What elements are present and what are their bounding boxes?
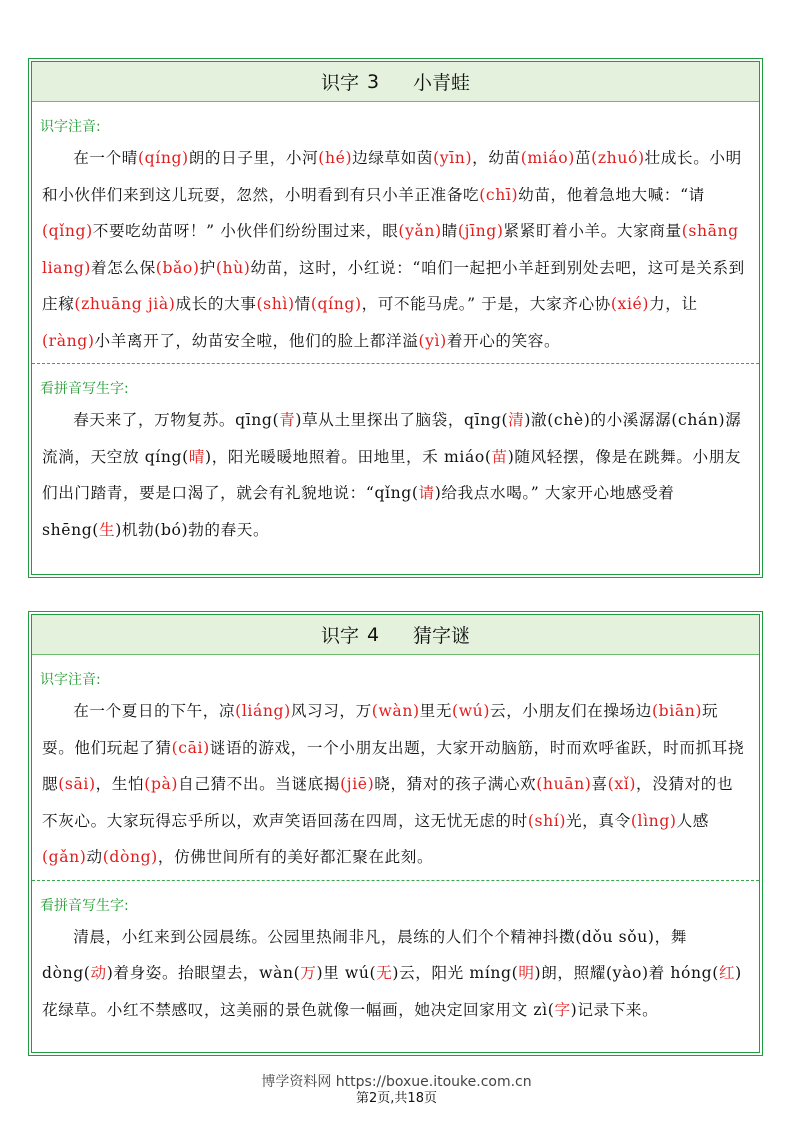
passage-text: )草从土里探出了脑袋，qīng( xyxy=(295,411,509,429)
pinyin-annotation: (cāi) xyxy=(171,738,210,757)
pinyin-annotation: (lìng) xyxy=(630,811,677,830)
passage-text: 幼苗，他着急地大喊：“请 xyxy=(518,185,705,204)
pinyin-annotation: (yīn) xyxy=(433,149,473,167)
passage-text: ，仿佛世间所有的美好都汇聚在此刻。 xyxy=(157,848,434,866)
pinyin-annotation: (qǐng) xyxy=(42,222,93,240)
answer-character: 万 xyxy=(300,964,317,982)
passage-text: 里无 xyxy=(419,702,453,720)
passage-text: 成长的大事 xyxy=(175,295,257,313)
pinyin-annotation: (wàn) xyxy=(371,702,420,720)
passage-annotate xyxy=(32,689,759,876)
pinyin-annotation: (wú) xyxy=(452,702,491,720)
passage-text: 护 xyxy=(199,258,216,277)
pinyin-annotation: (jiē) xyxy=(340,775,375,793)
pinyin-annotation: (shí) xyxy=(527,811,567,830)
passage-text: 壮成长。小明和小伙伴们来到这儿玩耍，忽然，小明看到有只小羊正准备吃 xyxy=(42,149,742,204)
passage-text: 光，真令 xyxy=(566,811,631,830)
lesson-title xyxy=(32,615,759,655)
answer-character: 生 xyxy=(98,520,116,539)
lesson-name: 猜字谜 xyxy=(413,625,471,647)
lesson-number: 4 xyxy=(366,623,380,646)
pinyin-annotation: (chī) xyxy=(479,185,519,204)
passage-text: 自己猜不出。当谜底揭 xyxy=(178,775,341,793)
passage-text: 玩耍。他们玩起了猜 xyxy=(42,702,719,757)
passage-text: 朗的日子里，小河 xyxy=(188,149,319,167)
passage-text: )，阳光暖暖地照着。田地里，禾 miáo( xyxy=(205,447,492,466)
passage-text: 幼苗，这时，小红说：“咱们一起把小羊赶到别处去吧，这可是关系到庄稼 xyxy=(42,258,745,313)
passage-text: )给我点水喝。” 大家开心地感受着 shēng( xyxy=(42,484,675,539)
answer-character: 请 xyxy=(418,484,435,502)
passage-text: 情 xyxy=(294,295,311,313)
answer-character: 青 xyxy=(279,411,296,429)
passage-write xyxy=(32,398,759,548)
answer-character: 红 xyxy=(718,964,736,982)
answer-character: 无 xyxy=(376,964,393,982)
passage-text: )里 wú( xyxy=(316,964,377,982)
passage-text: )花绿草。小红不禁感叹，这美丽的景色就像一幅画，她决定回家用文 zì( xyxy=(42,964,742,1019)
passage-text: 睛 xyxy=(441,222,458,240)
pinyin-annotation: (pà) xyxy=(144,775,179,793)
passage-text: 力，让 xyxy=(649,295,698,313)
lesson-word: 识字 xyxy=(320,625,359,647)
answer-character: 动 xyxy=(90,964,107,982)
passage-text: 喜 xyxy=(591,775,608,793)
passage-text: 边绿草如茵 xyxy=(352,149,434,167)
section-label-annotate: 识字注音: xyxy=(40,119,101,135)
passage-text: )随风轻摆，像是在跳舞。小朋友们出门踏青，要是口渴了，就会有礼貌地说：“qǐng( xyxy=(42,447,742,502)
passage-write xyxy=(32,915,759,1029)
pinyin-annotation: (ràng) xyxy=(42,331,95,350)
lesson-card xyxy=(28,58,763,578)
lesson-number: 3 xyxy=(366,70,380,93)
passage-text: 动 xyxy=(86,848,103,866)
answer-character: 清 xyxy=(508,411,525,429)
lesson-title xyxy=(32,62,759,102)
pinyin-annotation: (xié) xyxy=(610,295,650,313)
pinyin-annotation: (xǐ) xyxy=(607,775,637,793)
pinyin-annotation: (qíng) xyxy=(310,295,362,313)
answer-character: 苗 xyxy=(491,447,508,466)
lesson-card xyxy=(28,611,763,1056)
pinyin-annotation: (yǎn) xyxy=(398,222,442,240)
pinyin-annotation: (hé) xyxy=(318,149,353,167)
passage-text: 晓，猜对的孩子满心欢 xyxy=(374,775,537,793)
passage-text: 紧紧盯着小羊。大家商量 xyxy=(503,222,682,240)
answer-character: 字 xyxy=(554,1000,571,1019)
passage-text: ，可不能马虎。” 于是，大家齐心协 xyxy=(361,295,611,313)
pinyin-annotation: (liáng) xyxy=(235,702,291,720)
pinyin-annotation: (dòng) xyxy=(102,848,158,866)
passage-text: )云，阳光 míng( xyxy=(392,964,519,982)
pinyin-annotation: (bǎo) xyxy=(155,258,200,277)
passage-text: ，没猜对的也不灰心。大家玩得忘乎所以，欢声笑语回荡在四周，这无忧无虑的时 xyxy=(42,775,734,830)
passage-text: 清晨，小红来到公园晨练。公园里热闹非凡，晨练的人们个个精神抖擞(dǒu sǒu)，舞 dòng( xyxy=(42,927,687,982)
passage-text: )记录下来。 xyxy=(570,1000,659,1019)
passage-text: ，幼苗 xyxy=(472,149,521,167)
pinyin-annotation: (shāng liang) xyxy=(42,222,739,277)
answer-character: 明 xyxy=(518,964,535,982)
lesson-word: 识字 xyxy=(320,72,359,94)
passage-text: )澈(chè)的小溪潺潺(chán)潺流淌，天空放 qíng( xyxy=(42,411,742,466)
section-label-write: 看拼音写生字: xyxy=(40,381,129,397)
footer-site: 博学资料网 https://boxue.itouke.com.cn xyxy=(261,1074,532,1090)
pinyin-annotation: (sāi) xyxy=(58,775,96,793)
pinyin-annotation: (gǎn) xyxy=(42,848,87,866)
pinyin-annotation: (jīng) xyxy=(457,222,504,240)
passage-text: 春天来了，万物复苏。qīng( xyxy=(73,411,280,429)
passage-text: 不要吃幼苗呀！” 小伙伴们纷纷围过来，眼 xyxy=(92,222,399,240)
passage-text: )着身姿。抬眼望去，wàn( xyxy=(106,964,301,982)
section-label-annotate: 识字注音: xyxy=(40,672,101,688)
passage-text: ，生怕 xyxy=(95,775,145,793)
passage-text: 着怎么保 xyxy=(90,258,156,277)
passage-text: 着开心的笑容。 xyxy=(446,331,561,350)
pinyin-annotation: (miáo) xyxy=(520,149,575,167)
pinyin-annotation: (shì) xyxy=(256,295,295,313)
pinyin-annotation: (hù) xyxy=(215,258,251,277)
section-label-write: 看拼音写生字: xyxy=(40,897,129,914)
passage-text: 谜语的游戏，一个小朋友出题，大家开动脑筋，时而欢呼雀跃，时而抓耳挠腮 xyxy=(42,738,745,793)
passage-annotate xyxy=(32,136,759,359)
pinyin-annotation: (zhuāng jià) xyxy=(74,295,176,313)
passage-text: 人感 xyxy=(676,811,709,830)
passage-text: )机勃(bó)勃的春天。 xyxy=(115,520,270,539)
answer-character: 晴 xyxy=(188,447,206,466)
passage-text: 云，小朋友们在操场边 xyxy=(490,702,652,720)
passage-text: 风习习，万 xyxy=(290,702,372,720)
pinyin-annotation: (yì) xyxy=(418,331,447,350)
pinyin-annotation: (biān) xyxy=(651,702,703,720)
passage-text: 茁 xyxy=(574,149,592,167)
pinyin-annotation: (zhuó) xyxy=(591,149,645,167)
pinyin-annotation: (qíng) xyxy=(137,149,189,167)
pinyin-annotation: (huān) xyxy=(536,775,592,793)
passage-text: 在一个夏日的下午，凉 xyxy=(73,702,236,720)
page-number: 第2页,共18页 xyxy=(356,1091,437,1106)
passage-text: 在一个晴 xyxy=(73,149,138,167)
lesson-name: 小青蛙 xyxy=(413,72,471,94)
passage-text: 小羊离开了，幼苗安全啦，他们的脸上都洋溢 xyxy=(94,331,419,350)
passage-text: )朗，照耀(yào)着 hóng( xyxy=(534,964,719,982)
